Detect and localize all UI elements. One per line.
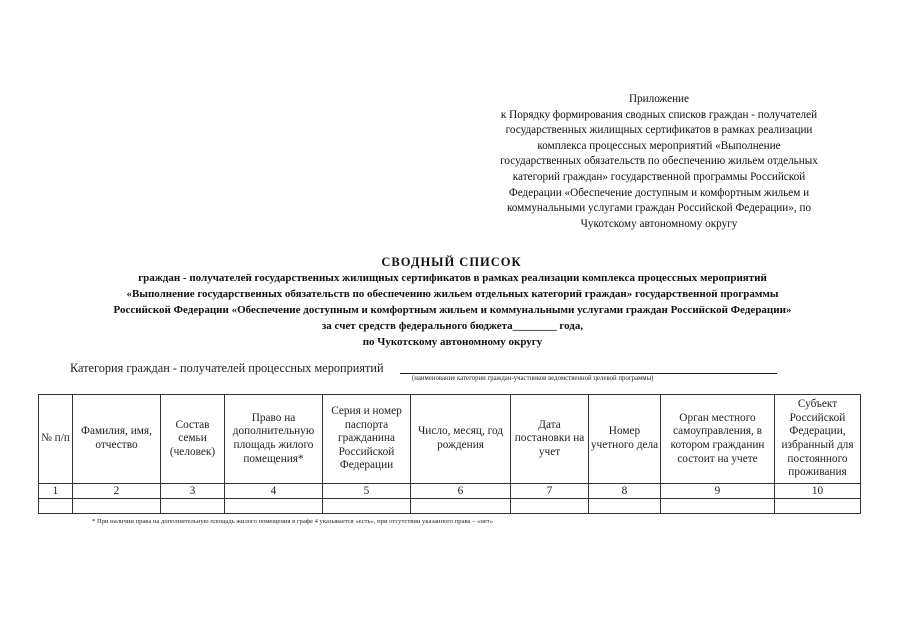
title-line: Российской Федерации «Обеспечение доступным и комфортным жильем и коммунальными услугами граждан Российской Федерации» xyxy=(113,304,792,316)
table-number-cell: 3 xyxy=(161,484,225,499)
category-label: Категория граждан - получателей процессных мероприятий xyxy=(70,361,384,375)
table-number-cell: 2 xyxy=(73,484,161,499)
table-number-cell: 5 xyxy=(323,484,411,499)
table-header-cell: Дата постановки на учет xyxy=(511,395,589,484)
table-header-cell: Номер учетного дела xyxy=(589,395,661,484)
table-empty-cell xyxy=(661,499,775,514)
table-footnote: * При наличии права на дополнительную площадь жилого помещения в графе 4 указывается «есть», при отсутствии указанного права – «нет» xyxy=(92,518,493,525)
appendix-line: коммунальными услугами граждан Российской Федерации», по xyxy=(506,202,812,215)
appendix-line: комплекса процессных мероприятий «Выполнение xyxy=(537,139,781,152)
table-header-cell: № п/п xyxy=(39,395,73,484)
table-number-cell: 1 xyxy=(39,484,73,499)
table-number-cell: 7 xyxy=(511,484,589,499)
table-header-cell: Состав семьи (человек) xyxy=(161,395,225,484)
table-header-row xyxy=(39,395,861,484)
table-number-row xyxy=(39,484,861,499)
table-number-cell: 9 xyxy=(661,484,775,499)
table-header-cell: Серия и номер паспорта гражданина Российской Федерации xyxy=(323,395,411,484)
document-title xyxy=(0,254,905,350)
appendix-line: категорий граждан» государственной программы Российской xyxy=(512,170,806,183)
appendix-line: к Порядку формирования сводных списков граждан - получателей xyxy=(500,108,818,121)
title-line: «Выполнение государственных обязательств по обеспечению жильем отдельных категорий граждан» государственной программы xyxy=(126,288,779,300)
table-empty-cell xyxy=(73,499,161,514)
appendix-line: Чукотскому автономному округу xyxy=(580,217,738,230)
title-line: по Чукотскому автономному округу xyxy=(362,336,543,348)
table-number-cell: 4 xyxy=(225,484,323,499)
table-header-cell: Число, месяц, год рождения xyxy=(411,395,511,484)
title-main: СВОДНЫЙ СПИСОК xyxy=(381,255,522,269)
table-header-cell: Орган местного самоуправления, в котором гражданин состоит на учете xyxy=(661,395,775,484)
category-fill-line xyxy=(400,373,777,374)
appendix-heading: Приложение xyxy=(628,93,690,105)
table-header-cell: Право на дополнительную площадь жилого помещения* xyxy=(225,395,323,484)
table-empty-cell xyxy=(511,499,589,514)
table-header-cell: Фамилия, имя, отчество xyxy=(73,395,161,484)
table-empty-cell xyxy=(775,499,861,514)
title-line: за счет средств федерального бюджета________ года, xyxy=(321,320,584,332)
table-empty-cell xyxy=(225,499,323,514)
appendix-line: государственных обязательств по обеспечению жильем отдельных xyxy=(500,155,818,168)
table-empty-row xyxy=(39,499,861,514)
title-line: граждан - получателей государственных жилищных сертификатов в рамках реализации комплекса процессных мероприятий xyxy=(138,272,767,284)
table-empty-cell xyxy=(323,499,411,514)
appendix-line: Федерации «Обеспечение доступным и комфортным жильем и xyxy=(508,186,810,199)
table-number-cell: 10 xyxy=(775,484,861,499)
table-empty-cell xyxy=(39,499,73,514)
category-note: (наименование категории граждан-участников ведомственной целевой программы) xyxy=(412,375,654,382)
table-number-cell: 8 xyxy=(589,484,661,499)
table-empty-cell xyxy=(411,499,511,514)
table-number-cell: 6 xyxy=(411,484,511,499)
table-empty-cell xyxy=(161,499,225,514)
table-empty-cell xyxy=(589,499,661,514)
appendix-line: государственных жилищных сертификатов в рамках реализации xyxy=(505,124,813,137)
summary-table xyxy=(38,394,861,514)
appendix-block xyxy=(468,92,850,232)
table-header-cell: Субъект Российской Федерации, избранный для постоянного проживания xyxy=(775,395,861,484)
